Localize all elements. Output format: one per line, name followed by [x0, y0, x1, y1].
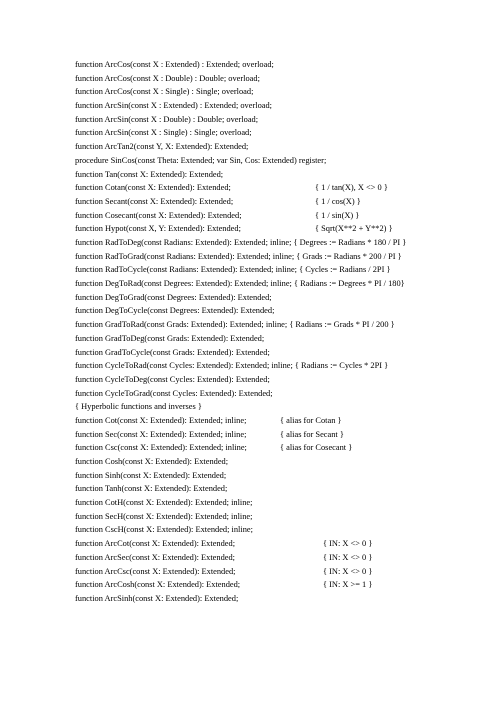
- declaration: function ArcSec(const X: Extended): Extended;: [75, 552, 236, 562]
- code-line-wrapped: function RadToGrad(const Radians: Extended): Extended; inline; { Grads := Radians * 200 / PI }: [75, 251, 402, 261]
- code-row: [75, 181, 421, 195]
- declaration: function Csc(const X: Extended): Extended; inline;: [75, 443, 247, 453]
- code-line: function ArcTan2(const Y, X: Extended): Extended;: [75, 142, 249, 152]
- comment: { alias for Cotan }: [280, 415, 342, 425]
- code-line: function GradToDeg(const Grads: Extended): Extended;: [75, 333, 265, 343]
- comment: { 1 / cos(X) }: [315, 196, 361, 206]
- code-line: function Sinh(const X: Extended): Extended;: [75, 470, 227, 480]
- declaration: function Cot(const X: Extended): Extended; inline;: [75, 415, 247, 425]
- code-line: function ArcCos(const X : Double) : Double; overload;: [75, 73, 260, 83]
- code-line: function RadToCycle(const Radians: Extended): Extended; inline; { Cycles := Radians / 2PI }: [75, 265, 391, 275]
- code-line: procedure SinCos(const Theta: Extended; var Sin, Cos: Extended) register;: [75, 155, 327, 165]
- declaration: function Sec(const X: Extended): Extended; inline;: [75, 429, 247, 439]
- code-row: [75, 578, 421, 592]
- code-row: [75, 414, 421, 428]
- code-line: function Tan(const X: Extended): Extended;: [75, 169, 224, 179]
- code-line: function GradToCycle(const Grads: Extended): Extended;: [75, 347, 270, 357]
- code-line: function CycleToGrad(const Cycles: Extended): Extended;: [75, 388, 273, 398]
- code-line-wrapped: function RadToDeg(const Radians: Extended): Extended; inline; { Degrees := Radians * 180 / PI }: [75, 237, 407, 247]
- code-row: [75, 537, 421, 551]
- code-line-wrapped: function DegToRad(const Degrees: Extended): Extended; inline; { Radians := Degrees * PI / 180}: [75, 279, 405, 289]
- code-row: [75, 222, 421, 236]
- code-line: function SecH(const X: Extended): Extended; inline;: [75, 511, 253, 521]
- code-line: function ArcSin(const X : Extended) : Extended; overload;: [75, 101, 272, 111]
- comment: { alias for Cosecant }: [280, 443, 353, 453]
- declaration: function ArcCot(const X: Extended): Extended;: [75, 539, 236, 549]
- comment: { Sqrt(X**2 + Y**2) }: [315, 224, 393, 234]
- declaration: function Cosecant(const X: Extended): Extended;: [75, 210, 242, 220]
- code-line-wrapped: function GradToRad(const Grads: Extended): Extended; inline; { Radians := Grads * PI / 200 }: [75, 320, 395, 330]
- declaration: function ArcCosh(const X: Extended): Extended;: [75, 580, 241, 590]
- code-row: [75, 565, 421, 579]
- code-row: [75, 428, 421, 442]
- code-line: function ArcCos(const X : Extended) : Extended; overload;: [75, 60, 274, 69]
- code-line: function ArcSin(const X : Single) : Single; overload;: [75, 128, 252, 138]
- code-line: function CscH(const X: Extended): Extended; inline;: [75, 525, 253, 535]
- comment: { IN: X <> 0 }: [323, 566, 373, 576]
- code-line: function CycleToDeg(const Cycles: Extended): Extended;: [75, 374, 270, 384]
- code-row: [75, 209, 421, 223]
- code-row: [75, 195, 421, 209]
- code-line: function ArcCos(const X : Single) : Single; overload;: [75, 87, 254, 97]
- comment: { IN: X >= 1 }: [323, 580, 373, 590]
- code-row: [75, 551, 421, 565]
- code-line: function Cosh(const X: Extended): Extended;: [75, 457, 229, 466]
- section-comment: { Hyperbolic functions and inverses }: [75, 402, 202, 412]
- comment: { 1 / sin(X) }: [315, 210, 360, 220]
- declaration: function Cotan(const X: Extended): Extended;: [75, 183, 231, 193]
- code-listing: [75, 58, 421, 606]
- code-line: function CycleToRad(const Cycles: Extended): Extended; inline; { Radians := Cycles * 2PI }: [75, 361, 389, 371]
- comment: { IN: X <> 0 }: [323, 539, 373, 549]
- declaration: function ArcCsc(const X: Extended): Extended;: [75, 566, 236, 576]
- comment: { alias for Secant }: [280, 429, 344, 439]
- code-row: [75, 441, 421, 455]
- code-line: function Tanh(const X: Extended): Extended;: [75, 484, 228, 494]
- comment: { IN: X <> 0 }: [323, 552, 373, 562]
- code-line: function DegToCycle(const Degrees: Extended): Extended;: [75, 306, 275, 316]
- code-line: function ArcSin(const X : Double) : Double; overload;: [75, 114, 259, 124]
- declaration: function Hypot(const X, Y: Extended): Extended;: [75, 224, 241, 234]
- comment: { 1 / tan(X), X <> 0 }: [315, 183, 388, 193]
- declaration: function Secant(const X: Extended): Extended;: [75, 196, 234, 206]
- code-line: function DegToGrad(const Degrees: Extended): Extended;: [75, 292, 272, 302]
- code-line: function ArcSinh(const X: Extended): Extended;: [75, 593, 239, 603]
- code-line: function CotH(const X: Extended): Extended; inline;: [75, 498, 253, 508]
